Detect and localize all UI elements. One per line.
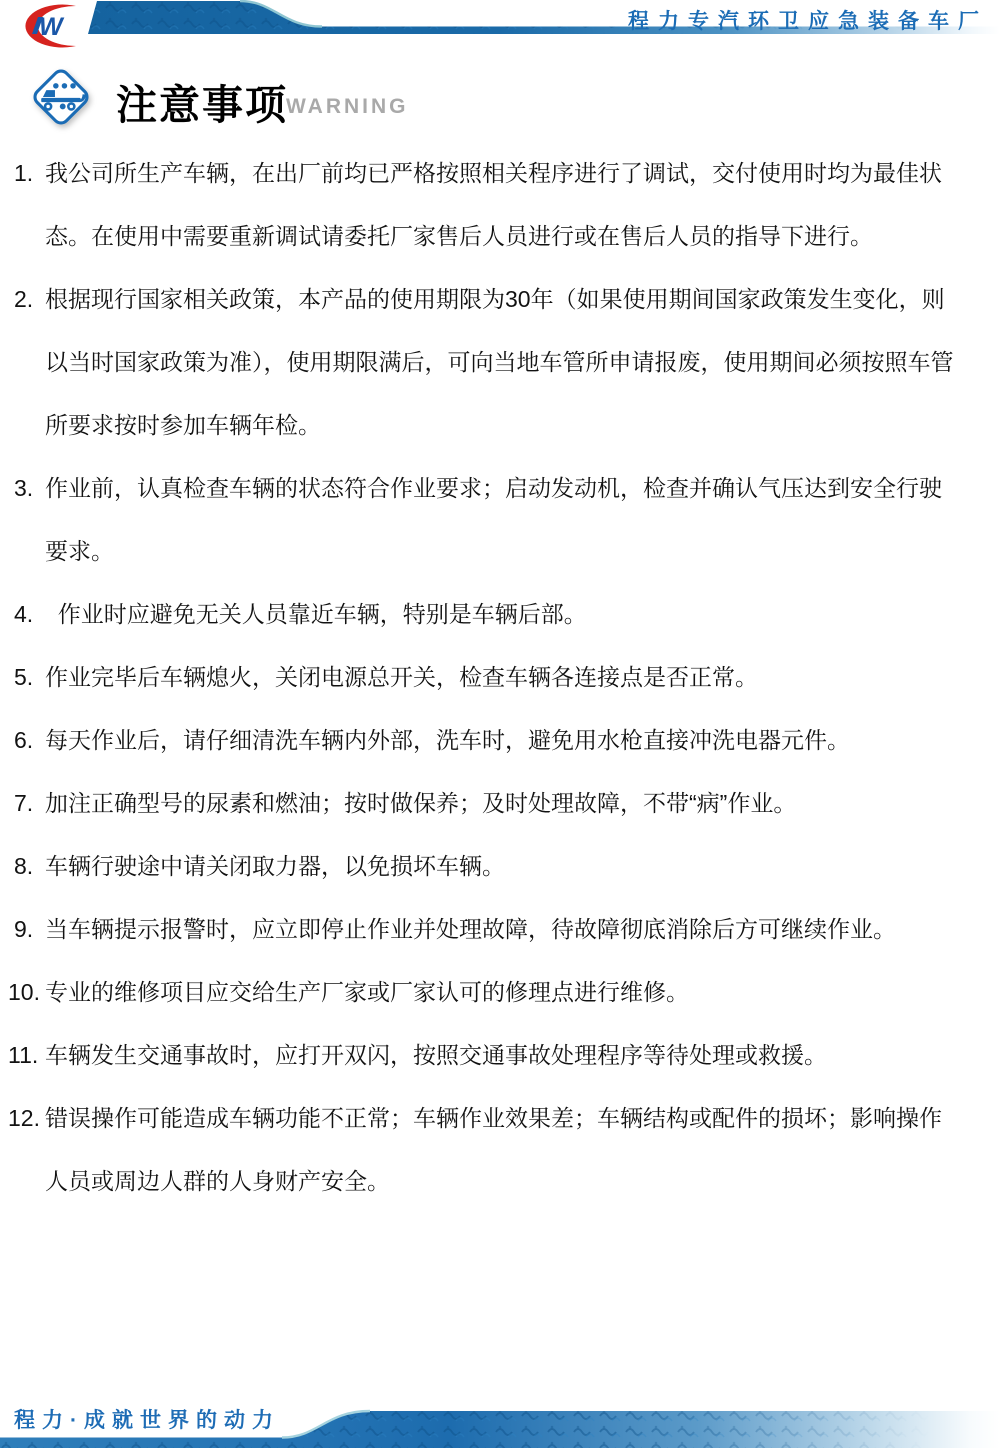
item-number: 1. xyxy=(14,160,34,186)
item-number: 2. xyxy=(14,286,34,312)
clw-logo-icon xyxy=(6,2,92,50)
footer-slogan: 程力·成就世界的动力 xyxy=(14,1409,280,1432)
item-number: 4. xyxy=(14,601,34,627)
company-name: 程力专汽环卫应急装备车厂 xyxy=(628,10,988,33)
list-item xyxy=(8,1024,962,1087)
item-number: 7. xyxy=(14,790,34,816)
item-number: 10. xyxy=(8,979,40,1005)
svg-text:W: W xyxy=(39,13,63,41)
list-item xyxy=(8,1087,962,1213)
item-text: 错误操作可能造成车辆功能不正常；车辆作业效果差；车辆结构或配件的损坏；影响操作人员或周边人群的人身财产安全。 xyxy=(45,1105,942,1194)
truck-diamond-icon xyxy=(18,54,104,140)
list-item xyxy=(8,268,962,457)
list-item xyxy=(8,583,962,646)
item-number: 5. xyxy=(14,664,34,690)
list-item xyxy=(8,835,962,898)
list-item xyxy=(8,772,962,835)
list-item xyxy=(8,646,962,709)
page-title: 注意事项 xyxy=(116,82,288,128)
page-subtitle: WARNING xyxy=(286,95,409,118)
item-text: 作业前，认真检查车辆的状态符合作业要求；启动发动机，检查并确认气压达到安全行驶要求。 xyxy=(45,475,942,564)
list-item xyxy=(8,709,962,772)
item-text: 专业的维修项目应交给生产厂家或厂家认可的修理点进行维修。 xyxy=(45,979,689,1005)
item-text: 根据现行国家相关政策，本产品的使用期限为30年（如果使用期间国家政策发生变化，则以当时国家政策为准），使用期限满后，可向当地车管所申请报废，使用期间必须按照车管所要求按时参加车辆年检。 xyxy=(45,286,954,438)
item-text: 当车辆提示报警时，应立即停止作业并处理故障，待故障彻底消除后方可继续作业。 xyxy=(45,916,896,942)
item-text: 作业时应避免无关人员靠近车辆，特别是车辆后部。 xyxy=(45,601,587,627)
item-text: 车辆发生交通事故时，应打开双闪，按照交通事故处理程序等待处理或救援。 xyxy=(45,1042,827,1068)
item-text: 我公司所生产车辆，在出厂前均已严格按照相关程序进行了调试，交付使用时均为最佳状态。在使用中需要重新调试请委托厂家售后人员进行或在售后人员的指导下进行。 xyxy=(45,160,942,249)
item-text: 车辆行驶途中请关闭取力器，以免损坏车辆。 xyxy=(45,853,505,879)
item-number: 12. xyxy=(8,1105,40,1131)
list-item xyxy=(8,142,962,268)
item-number: 11. xyxy=(8,1042,39,1068)
item-text: 加注正确型号的尿素和燃油；按时做保养；及时处理故障，不带“病”作业。 xyxy=(45,790,797,816)
item-number: 9. xyxy=(14,916,34,942)
item-number: 6. xyxy=(14,727,34,753)
item-number: 8. xyxy=(14,853,34,879)
warning-list xyxy=(8,142,962,1213)
item-number: 3. xyxy=(14,475,34,501)
item-text: 作业完毕后车辆熄火，关闭电源总开关，检查车辆各连接点是否正常。 xyxy=(45,664,758,690)
list-item xyxy=(8,898,962,961)
list-item xyxy=(8,961,962,1024)
item-text: 每天作业后，请仔细清洗车辆内外部，洗车时，避免用水枪直接冲洗电器元件。 xyxy=(45,727,850,753)
list-item xyxy=(8,457,962,583)
